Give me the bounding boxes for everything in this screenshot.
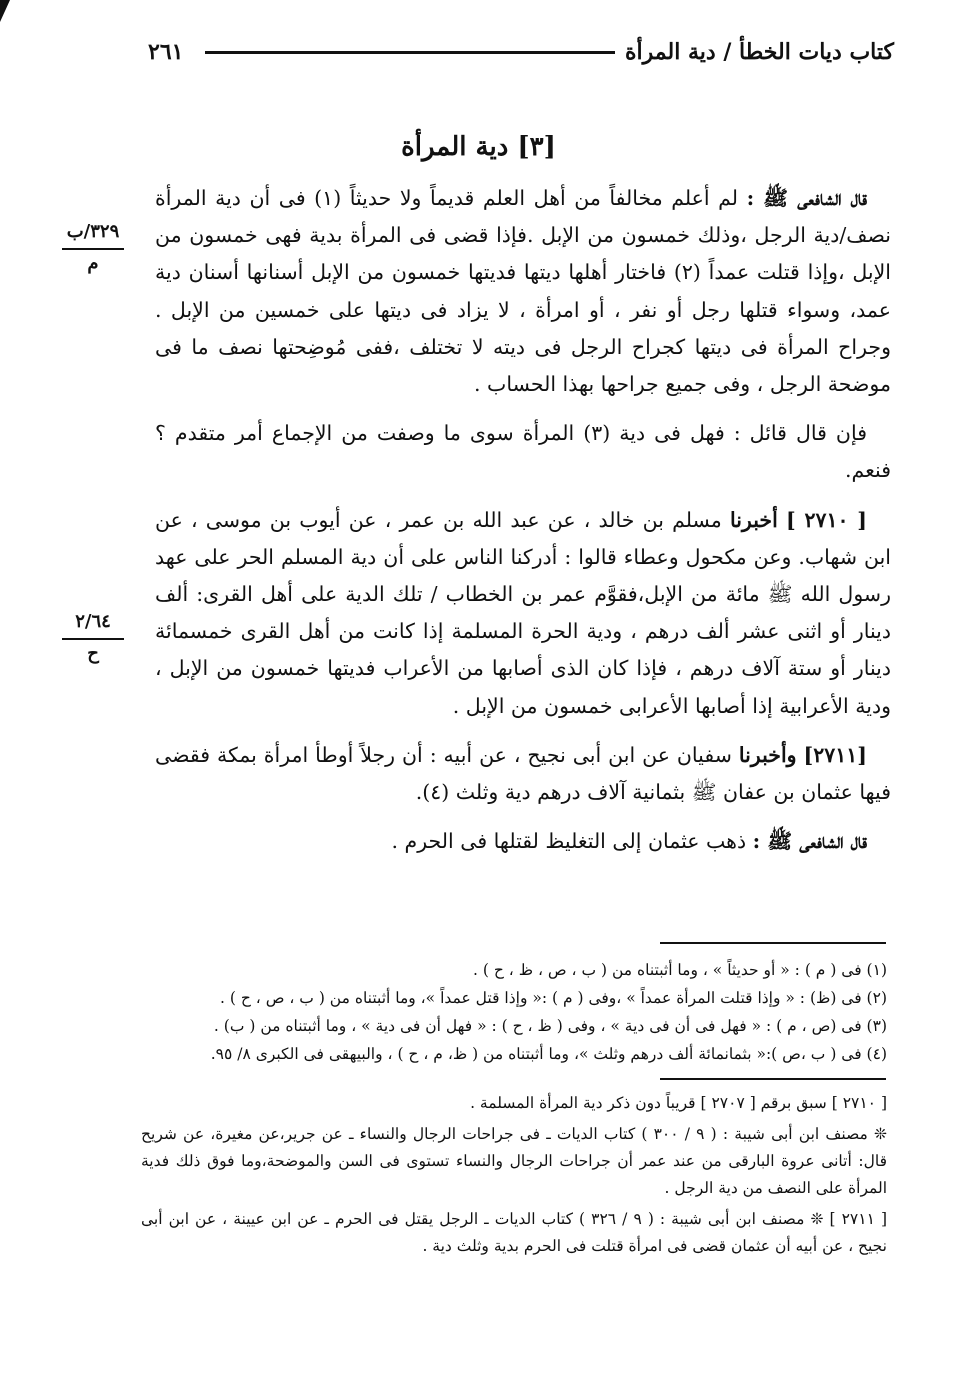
p4-text: سفيان عن ابن أبى نجيح ، عن أبيه : أن رجلاً أوطأ امرأة بمكة فقضى فيها عثمان بن عفان ﷺ بثمانية آلاف درهم دية وثلث (٤). xyxy=(155,742,891,805)
running-title: كتاب ديات الخطأ / دية المرأة xyxy=(625,39,894,65)
sources-rule xyxy=(660,1078,886,1080)
footnote-1: (١) فى ( م ) : « أو حديثاً » ، وما أثبتناه من ( ب ، ص ، ظ ، ح ) . xyxy=(473,961,887,979)
p1-text: لم أعلم مخالفاً من أهل العلم قديماً ولا حديثاً (١) فى أن دية المرأة نصف/دية الرجل ،وذلك خمسون من الإبل .فإذا قضى فى المرأة بدية فهى خمسون من الإبل ،وإذا قتلت عمداً (٢) فاختار أهلها ديتها فديتها خمسون من الإبل أسنانها أسنان دية عمد، وسواء قتلها رجل أو نفر ، أو امرأة ، لا يزاد فى ديتها على خمسين من الإبل . وجراح المرأة فى ديتها كجراح الرجل فى ديته لا تختلف ،ففى مُوضِحتها نصف ما فى موضحة الرجل ، وفى جميع جراحها بهذا الحساب . xyxy=(155,186,891,397)
source-2: ❊ مصنف ابن أبى شيبة : ( ٩ / ٣٠٠ ) كتاب الديات ـ فى جراحات الرجال والنساء ـ عن جرير،عن مغيرة، عن شريح قال: أتانى عروة البارقى من عند عمر أن جراحات الرجال والنساء تستوى فى السن والموضحة،وما فوق ذلك فدية المرأة على النصف من دية الرجل . xyxy=(141,1125,887,1197)
p2-text: فإن قال قائل : فهل فى دية (٣) المرأة سوى ما وصفت من الإجماع أمر متقدم ؟ فنعم. xyxy=(155,421,891,483)
footnote-2: (٢) فى (ظ) : « وإذا قتلت المرأة عمداً » ،وفى ( م ) :« وإذا قتل عمداً »، وما أثبتناه من ( ب ، ص ، ح ) . xyxy=(220,989,887,1007)
paragraph-1 xyxy=(155,180,891,403)
source-3: [ ٢٧١١ ] ❊ مصنف ابن أبى شيبة : ( ٩ / ٣٢٦ ) كتاب الديات ـ الرجل يقتل فى الحرم ـ عن ابن عيينة ، عن ابن أبى نجيح ، عن أبيه أن عثمان قضى فى امرأة قتلت فى الحرم بدية وثلث دية . xyxy=(141,1210,888,1255)
p3-lead: أخبرنا xyxy=(729,507,778,532)
page-corner-mark xyxy=(0,0,10,22)
p5-text: ذهب عثمان إلى التغليظ لقتلها فى الحرم . xyxy=(391,829,753,854)
footnote-4: (٤) فى ( ب ،ص ):« بثمانمائة ألف درهم وثلث »، وما أثبتناه من ( ظ، م ، ح ) ، والبيهقى فى الكبرى ٨/ ٩٥. xyxy=(210,1045,887,1063)
p4-number: [٢٧١١] xyxy=(803,742,867,767)
margin-note-1 xyxy=(62,218,124,278)
page-header xyxy=(148,34,894,70)
margin-note-2-bottom: ح xyxy=(87,643,99,664)
section-heading: [٣] دية المرأة xyxy=(401,132,556,162)
footnotes xyxy=(147,956,887,1068)
p4-lead: وأخبرنا xyxy=(738,742,797,767)
margin-note-2 xyxy=(62,608,124,668)
paragraph-2 xyxy=(155,415,891,489)
paragraph-3 xyxy=(155,502,891,725)
margin-note-1-top: ٣٢٩/ب xyxy=(62,218,124,250)
source-references xyxy=(141,1090,887,1264)
source-1: [ ٢٧١٠ ] سبق برقم [ ٢٧٠٧ ] قريباً دون ذكر دية المرأة المسلمة . xyxy=(470,1094,887,1112)
paragraph-5 xyxy=(155,823,891,860)
header-rule xyxy=(205,51,615,54)
p3-text: مسلم بن خالد ، عن عبد الله بن عمر ، عن أيوب بن موسى ، عن ابن شهاب. وعن مكحول وعطاء قالوا : أدركنا الناس على أن دية المسلم الحر على عهد رسول الله ﷺ مائة من الإبل،فقوَّم عمر بن الخطاب / تلك الدية على أهل القرى: ألف دينار أو اثنى عشر ألف درهم ، ودية الحرة المسلمة إذا كانت من أهل القرى خمسمائة دينار أو ستة آلاف درهم ، فإذا كان الذى أصابها من الأعراب فديتها خمسون من الإبل ، ودية الأعرابية إذا أصابها الأعرابى خمسون من الإبل . xyxy=(155,507,891,718)
paragraph-4 xyxy=(155,737,891,811)
p1-lead: قال الشافعى ﷺ : xyxy=(746,186,868,210)
footnote-rule xyxy=(660,942,886,944)
p5-lead: قال الشافعى ﷺ : xyxy=(752,829,867,854)
footnote-3: (٣) فى (ص ، م ) : « فهل فى أن فى دية » ، وفى ( ظ ، ح ) : « فهل أن فى دية » ، وما أثبتناه من ( ب) . xyxy=(213,1017,887,1035)
p3-number: [ ٢٧١٠ ] xyxy=(785,507,867,532)
margin-note-1-bottom: م xyxy=(87,253,99,274)
margin-note-2-top: ٢/٦٤ xyxy=(62,608,124,640)
page-number: ٢٦١ xyxy=(148,39,184,65)
body-text xyxy=(155,180,891,872)
